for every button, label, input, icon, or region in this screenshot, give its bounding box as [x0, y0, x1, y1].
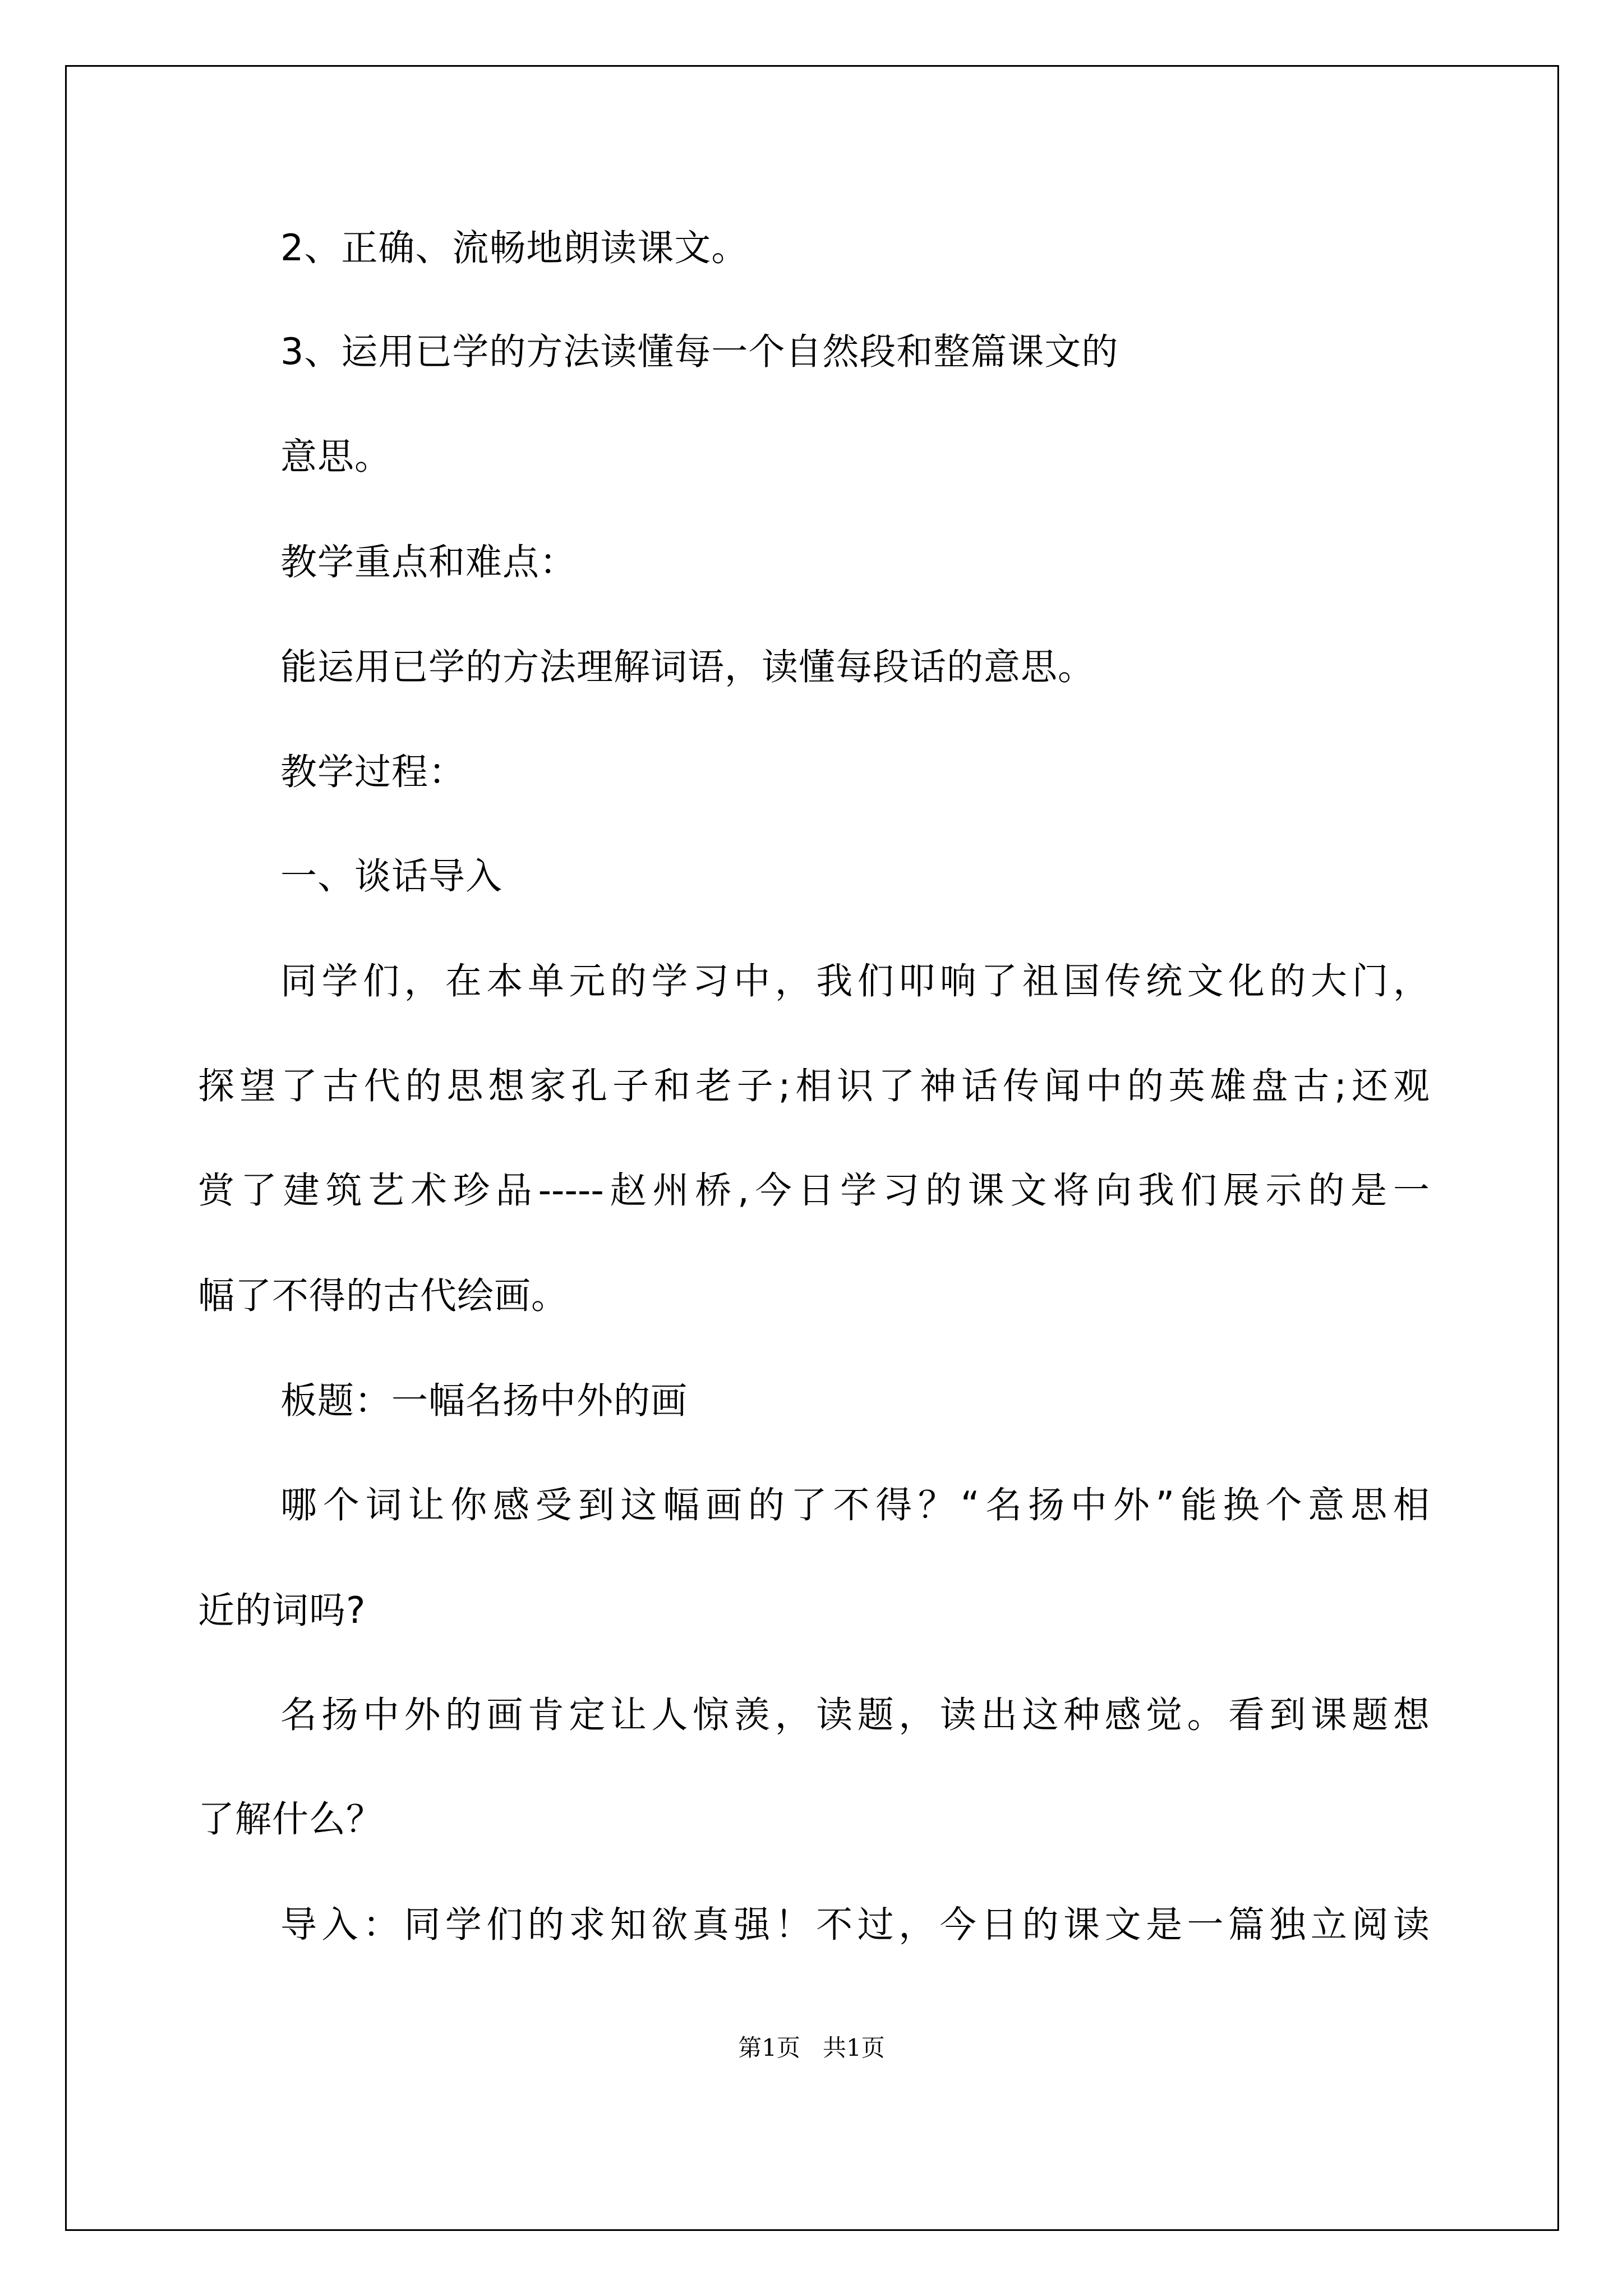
text-line-objective-3: 3、运用已学的方法读懂每一个自然段和整篇课文的	[280, 331, 1119, 373]
text-line-introduction: 导入：同学们的求知欲真强！不过，今日的课文是一篇独立阅读	[280, 1904, 1430, 1946]
text-line-section-1-heading: 一、谈话导入	[280, 855, 503, 898]
text-line-question-end: 近的词吗?	[198, 1590, 366, 1632]
text-line-paragraph-2: 名扬中外的画肯定让人惊羡，读题，读出这种感觉。看到课题想	[280, 1694, 1430, 1736]
text-line-objective-3-cont: 意思。	[280, 436, 392, 478]
text-line-paragraph-2-end: 了解什么？	[198, 1798, 384, 1841]
text-line-paragraph-1: 同学们，在本单元的学习中，我们叩响了祖国传统文化的大门，	[280, 960, 1430, 1002]
text-line-key-points: 能运用已学的方法理解词语，读懂每段话的意思。	[280, 646, 1095, 688]
text-line-objective-2: 2、正确、流畅地朗读课文。	[280, 227, 749, 269]
text-line-paragraph-1-cont: 赏了建筑艺术珍品-----赵州桥,今日学习的课文将向我们展示的是一	[198, 1170, 1430, 1212]
page-number-footer: 第1页 共1页	[738, 2034, 885, 2062]
text-line-board-title: 板题：一幅名扬中外的画	[280, 1380, 688, 1422]
text-line-process-heading: 教学过程：	[280, 751, 466, 793]
text-line-paragraph-1-cont: 探望了古代的思想家孔子和老子;相识了神话传闻中的英雄盘古;还观	[198, 1065, 1430, 1107]
text-line-paragraph-1-end: 幅了不得的古代绘画。	[198, 1275, 569, 1317]
text-line-key-points-heading: 教学重点和难点：	[280, 541, 577, 583]
text-line-question: 哪个词让你感受到这幅画的了不得？“名扬中外”能换个意思相	[280, 1484, 1430, 1526]
